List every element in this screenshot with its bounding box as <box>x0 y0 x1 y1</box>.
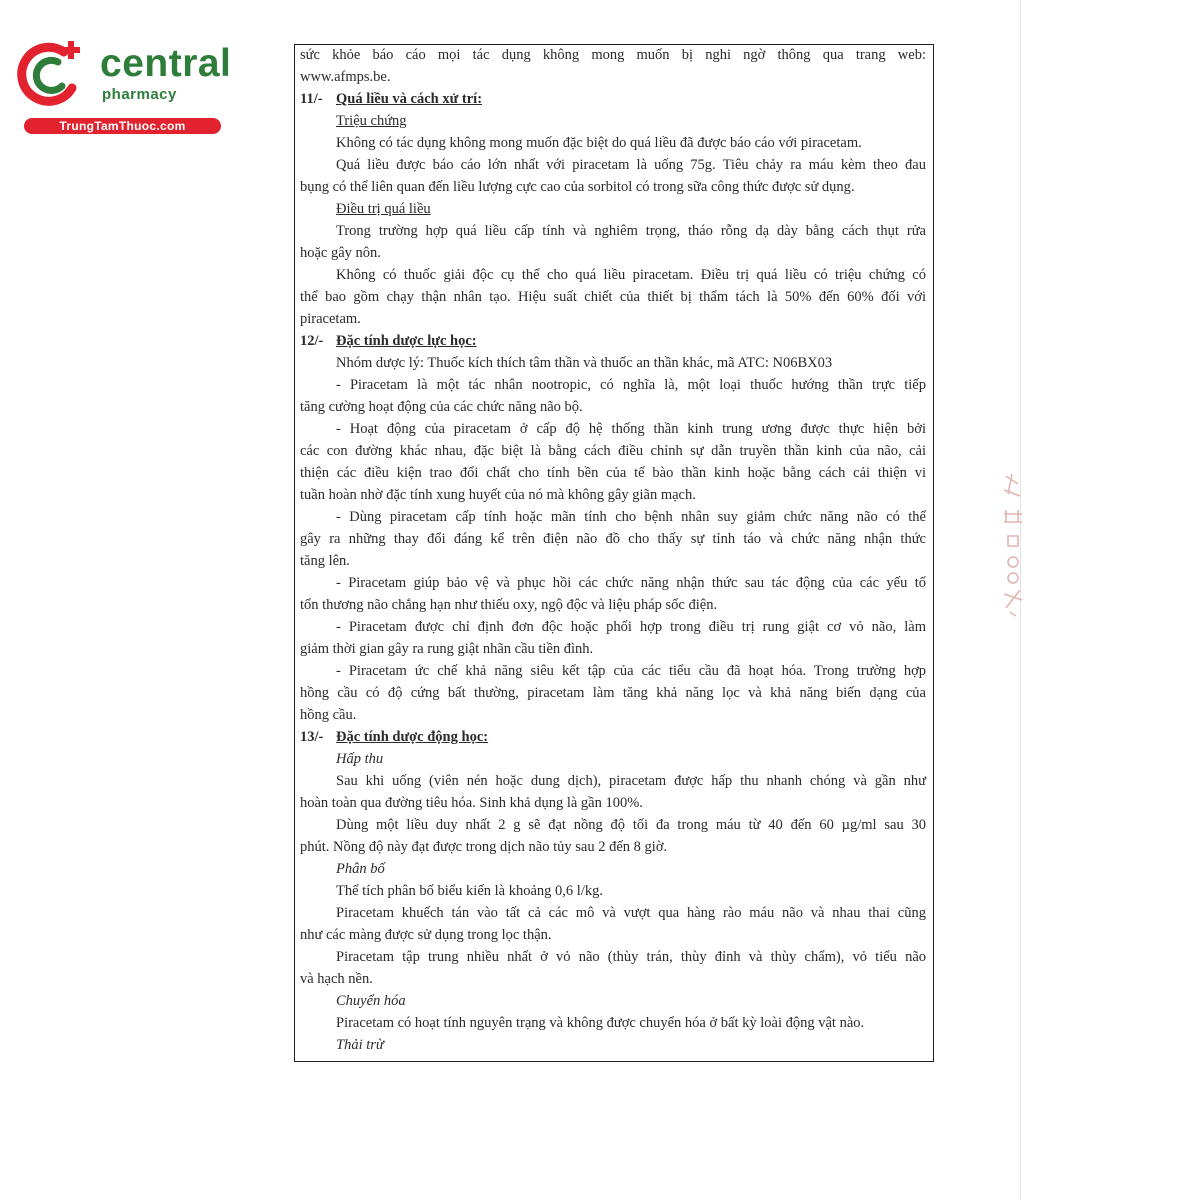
text-line: - Piracetam được chỉ định đơn độc hoặc phối hợp trong điều trị rung giật cơ vỏ não, làm <box>336 619 926 635</box>
text-line: giảm thời gian gây ra rung giật nhãn cầu tiền đình. <box>300 641 594 657</box>
section-title: Quá liều và cách xử trí: <box>336 91 483 107</box>
text-line: www.afmps.be. <box>300 69 391 85</box>
section-title: Đặc tính dược động học: <box>336 729 489 745</box>
text-line: - Piracetam là một tác nhân nootropic, có nghĩa là, một loại thuốc hướng thần trực tiếp <box>336 377 926 393</box>
section-number: 12/- <box>300 333 324 349</box>
text-line: hoàn toàn qua đường tiêu hóa. Sinh khả dụng là gần 100%. <box>300 795 643 811</box>
text-line: thiện các điều kiện trao đổi chất cho tính bền của tế bào thần kinh hoặc bằng cách cải thiện vi <box>300 465 926 481</box>
text-line: Piracetam tập trung nhiều nhất ở vỏ não (thùy trán, thùy đỉnh và thùy chẩm), vỏ tiểu não <box>336 949 926 965</box>
text-line: Thể tích phân bố biểu kiến là khoảng 0,6 l/kg. <box>336 883 603 899</box>
brand-name: central <box>100 42 232 85</box>
text-line: tăng cường hoạt động của các chức năng não bộ. <box>300 399 583 415</box>
section-title: Đặc tính dược lực học: <box>336 333 477 349</box>
subheading-overdose-treatment: Điều trị quá liều <box>336 201 431 217</box>
text-line: - Piracetam giúp bảo vệ và phục hồi các chức năng nhận thức sau tác động của các yếu tố <box>336 575 926 591</box>
section-heading-13 <box>300 726 926 748</box>
text-line: Quá liều được báo cáo lớn nhất với piracetam là uống 75g. Tiêu chảy ra máu kèm theo đau <box>336 157 926 173</box>
text-line: thể bao gồm chạy thận nhân tạo. Hiệu suất chiết của thiết bị thẩm tách là 50% đến 60% đối với <box>300 289 926 305</box>
subheading-absorption: Hấp thu <box>336 751 384 767</box>
text-line: sức khỏe báo cáo mọi tác dụng không mong muốn bị nghi ngờ thông qua trang web: <box>300 47 926 63</box>
text-line: Piracetam có hoạt tính nguyên trạng và không được chuyển hóa ở bất kỳ loài động vật nào. <box>336 1015 865 1031</box>
text-line: Trong trường hợp quá liều cấp tính và nghiêm trọng, tháo rỗng dạ dày bằng cách thụt rửa <box>336 223 926 239</box>
text-line: - Piracetam ức chế khả năng siêu kết tập của các tiểu cầu đã hoạt hóa. Trong trường hợp <box>336 663 926 679</box>
text-line: hồng cầu có độ cứng bất thường, piracetam làm tăng khả năng lọc và khả năng biến dạng của <box>300 685 926 701</box>
document-body <box>300 44 926 1056</box>
text-line: Nhóm dược lý: Thuốc kích thích tâm thần và thuốc an thần khác, mã ATC: N06BX03 <box>336 355 833 371</box>
subheading-elimination: Thải trừ <box>336 1037 384 1053</box>
text-line: tổn thương não chẳng hạn như thiếu oxy, ngộ độc và liệu pháp sốc điện. <box>300 597 718 613</box>
text-line: tuần hoàn nhờ đặc tính xung huyết của nó mà không gây giãn mạch. <box>300 487 696 503</box>
text-line: như các màng được sử dụng trong lọc thận. <box>300 927 552 943</box>
text-line: Dùng một liều duy nhất 2 g sẽ đạt nồng độ tối đa trong máu từ 40 đến 60 µg/ml sau 30 <box>336 817 926 833</box>
text-line: hồng cầu. <box>300 707 357 723</box>
text-line: và hạch nền. <box>300 971 373 987</box>
brand-subtitle: pharmacy <box>102 86 177 103</box>
text-line: gây ra những thay đổi đáng kể trên điện não đồ cho thấy sự tỉnh táo và chức năng nhận thức <box>300 531 926 547</box>
central-pharmacy-logo[interactable] <box>12 38 232 134</box>
section-heading-12 <box>300 330 926 352</box>
subheading-distribution: Phân bố <box>336 861 385 877</box>
subheading-symptoms: Triệu chứng <box>336 113 407 129</box>
text-line: tăng lên. <box>300 553 350 569</box>
text-line: phút. Nồng độ này đạt được trong dịch não tủy sau 2 đến 8 giờ. <box>300 839 668 855</box>
brand-website-badge: TrungTamThuoc.com <box>24 118 221 134</box>
text-line: piracetam. <box>300 311 361 327</box>
text-line: Không có thuốc giải độc cụ thể cho quá liều piracetam. Điều trị quá liều có triệu chứng có <box>336 267 926 283</box>
section-heading-11 <box>300 88 926 110</box>
text-line: Sau khi uống (viên nén hoặc dung dịch), piracetam được hấp thu nhanh chóng và gần như <box>336 773 926 789</box>
subheading-metabolism: Chuyển hóa <box>336 993 406 1009</box>
text-line: Không có tác dụng không mong muốn đặc biệt do quá liều đã được báo cáo với piracetam. <box>336 135 862 151</box>
pharmacy-cross-logo-icon <box>12 38 92 118</box>
text-line: - Dùng piracetam cấp tính hoặc mãn tính cho bệnh nhân suy giảm chức năng não có thể <box>336 509 926 525</box>
text-line: - Hoạt động của piracetam ở cấp độ hệ thống thần kinh trung ương được thực hiện bởi <box>336 421 926 437</box>
approval-stamp-mark <box>998 470 1028 620</box>
section-number: 13/- <box>300 729 324 745</box>
text-line: hoặc gây nôn. <box>300 245 381 261</box>
section-number: 11/- <box>300 91 323 107</box>
text-line: bụng có thể liên quan đến liều lượng cực cao của sorbitol có trong sữa công thức được sử dụng. <box>300 179 855 195</box>
text-line: các con đường khác nhau, đặc biệt là bằng cách điều chỉnh sự dẫn truyền thần kinh của não, cải <box>300 443 926 459</box>
text-line: Piracetam khuếch tán vào tất cả các mô và vượt qua hàng rào máu não và nhau thai cũng <box>336 905 926 921</box>
